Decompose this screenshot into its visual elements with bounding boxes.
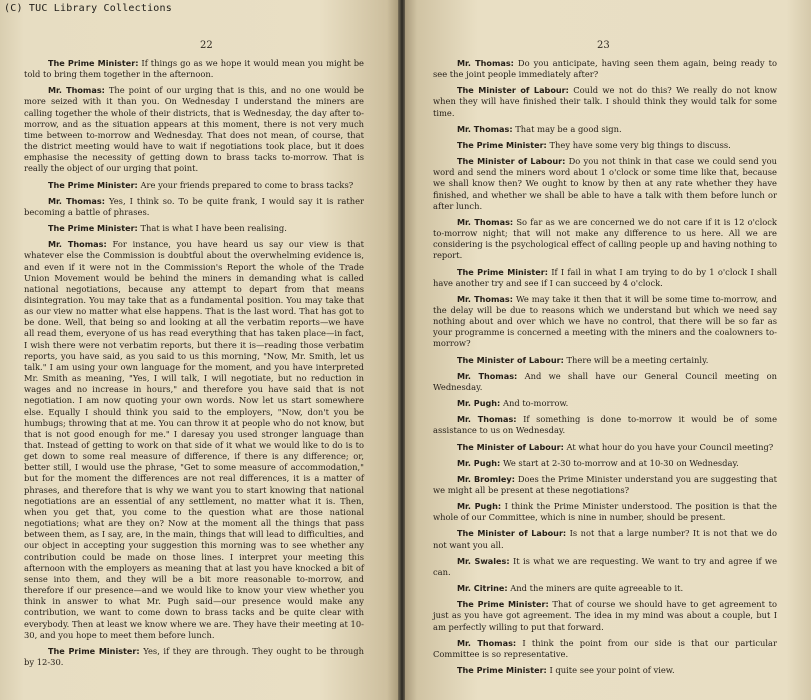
speech-text: That is what I have been realising. (140, 223, 287, 234)
speech-text: For instance, you have heard us say our view is that whatever else the Commission is doubtful about the overwhelming evidence is, and even if it were not in the Commission's Report the whole of the Trade Union Movement would be behind the miners in demanding what is called national negotiations, because any attempt to depart from that means disintegration. You may take that as a fundamental position. You may take that as our view no matter what else happens. That is the last word. That has got to be done. Well, that being so and looking at all the verbatim reports—we have all read them, everyone of us has read everything that has taken place—in fact, I wish there were not verbatim reports, but there it is—reading those verbatim reports, you have said, as you said to us this morning, "Now, Mr. Smith, let us talk." I am using your own language for the moment, and you have interpreted Mr. Smith as meaning, "Yes, I will talk, I will negotiate, but no reduction in wages and no increase in hours," and therefore you have said that is not negotiation. I am now quoting your own words. Now let us start somewhere else. Equally I should think you said to the employers, "Now, don't you be humbugs; throwing that at me. You can throw it at people who do not know, but that is not good enough for me." I daresay you used stronger language than that. Instead of getting to work on that side of it what we would like to do is to get down to some real measure of difference, if there is any difference; or, better still, I would use the phrase, "Get to some measure of accommodation," but for the moment the differences are not real differences, it is a matter of phrases, and therefore that is why we want you to start knowing that national negotiations are an essential of any settlement, no matter what it is. Then, when you get that, you come to the question what are those national negotiations; what are they on? Now at the moment all the things that pass between them, as I say, are, in the main, things that will lead to difficulties, and our object in accepting your suggestion this morning was to see whether any contribution could be made on those lines. I interpret your meeting this afternoon with the employers as meaning that at last you have knocked a bit of sense into them, and they will be a bit more reasonable to-morrow, and therefore if our presence—and we would like to know your view whether you think in answer to what Mr. Pugh said—our presence would make any contribution, we want to come down to brass tacks and be quite clear with everybody. Then at least we know where we are. They have their meeting at 10-30, and you hope to meet them before lunch. (24, 239, 365, 640)
speaker-label: The Minister of Labour: (457, 85, 569, 96)
speech-text: Is not that a large number? It is not that we do not want you all. (433, 528, 777, 550)
speaker-label: Mr. Thomas: (48, 195, 105, 206)
transcript-paragraph (433, 442, 777, 453)
transcript-paragraph (24, 85, 364, 174)
transcript-paragraph (433, 355, 777, 366)
speaker-label: The Prime Minister: (457, 266, 548, 277)
speaker-label: Mr. Thomas: (457, 216, 514, 227)
transcript-paragraph (24, 180, 364, 191)
speech-text: If I fail in what I am trying to do by 1 o'clock I shall have another try and see if I can succeed by 4 o'clock. (433, 266, 777, 288)
transcript-paragraph (433, 217, 777, 262)
transcript-paragraph (24, 58, 364, 80)
right-page-number: 23 (597, 40, 610, 51)
speaker-label: The Prime Minister: (457, 599, 549, 610)
speaker-label: Mr. Thomas: (457, 637, 517, 648)
speech-text: We may take it then that it will be some time to-morrow, and the delay will be due to reasons which we understand but which we need say nothing about and over which we have no control, that there will be so far as your programme is concerned a meeting with the miners and the coalowners to-morrow? (433, 293, 778, 349)
transcript-paragraph (24, 223, 364, 234)
transcript-paragraph (24, 239, 364, 641)
speaker-label: Mr. Pugh: (457, 501, 502, 512)
speaker-label: The Prime Minister: (48, 223, 138, 234)
speech-text: That of course we should have to get agreement to just as you have got agreement. The idea in my mind was about a couple, but I am perfectly willing to put that forward. (433, 599, 778, 632)
transcript-paragraph (433, 85, 777, 118)
speech-text: It is what we are requesting. We want to try and agree if we can. (433, 555, 778, 577)
speaker-label: Mr. Thomas: (48, 239, 107, 250)
transcript-paragraph (433, 528, 777, 550)
transcript-paragraph (433, 583, 777, 594)
speaker-label: The Prime Minister: (457, 665, 547, 676)
speaker-label: Mr. Citrine: (457, 583, 508, 594)
speech-text: Could we not do this? We really do not know when they will have finished their talk. I should think they would talk for some time. (433, 85, 778, 118)
speech-text: And we shall have our General Council meeting on Wednesday. (433, 370, 777, 392)
transcript-paragraph (433, 156, 777, 212)
speech-text: Do you not think in that case we could send you word and send the miners word about 1 o'clock or some time like that, because we shall know then? We ought to know by then at any rate whether they have finished, and whether we shall be able to have a talk with them before lunch or after lunch. (433, 156, 777, 211)
speech-text: They have some very big things to discuss. (549, 139, 731, 150)
speech-text: And the miners are quite agreeable to it. (510, 583, 684, 594)
speech-text: And to-morrow. (502, 398, 569, 409)
speaker-label: The Minister of Labour: (457, 354, 564, 365)
transcript-paragraph (433, 501, 777, 523)
watermark: (C) TUC Library Collections (4, 3, 172, 14)
speech-text: Does the Prime Minister understand you are suggesting that we might all be present at these negotiations? (433, 473, 778, 495)
speaker-label: The Minister of Labour: (457, 156, 566, 167)
transcript-paragraph (433, 474, 777, 496)
transcript-paragraph (433, 398, 777, 409)
transcript-paragraph (24, 196, 364, 218)
speaker-label: The Prime Minister: (457, 139, 547, 150)
speaker-label: The Minister of Labour: (457, 441, 564, 452)
speech-text: At what hour do you have your Council meeting? (566, 441, 774, 452)
speaker-label: Mr. Thomas: (457, 58, 514, 68)
transcript-paragraph (433, 599, 777, 632)
right-page-body (433, 58, 777, 681)
speaker-label: Mr. Pugh: (457, 398, 501, 409)
speech-text: That may be a good sign. (515, 123, 622, 134)
right-page (405, 0, 811, 700)
speech-text: The point of our urging that is this, and no one would be more seized with it than you. On Wednesday I understand the miners are calling together the whole of their districts, that is Wednesday, the day after to-morrow, and as the situation appears at this moment, there is not very much time between to-morrow and Wednesday. That does not mean, of course, that the district meeting would have to wait if negotiations took place, but it does emphasise the necessity of getting down to brass tacks to-morrow. That is really the object of our urging that point. (24, 85, 364, 174)
speech-text: Are your friends prepared to come to brass tacks? (140, 179, 354, 190)
transcript-paragraph (433, 267, 777, 289)
speaker-label: The Prime Minister: (48, 179, 138, 190)
transcript-paragraph (433, 638, 777, 660)
transcript-paragraph (433, 665, 777, 676)
transcript-paragraph (433, 124, 777, 135)
transcript-paragraph (433, 294, 777, 350)
left-page (0, 0, 399, 700)
speaker-label: The Minister of Labour: (457, 528, 567, 539)
transcript-paragraph (433, 140, 777, 151)
speaker-label: Mr. Thomas: (457, 293, 513, 304)
transcript-paragraph (433, 458, 777, 469)
speaker-label: Mr. Swales: (457, 555, 510, 566)
speaker-label: The Prime Minister: (48, 645, 140, 656)
left-page-number: 22 (200, 40, 213, 51)
speech-text: So far as we are concerned we do not care if it is 12 o'clock to-morrow night; that will not make any difference to us here. All we are considering is the psychological effect of calling people up and having nothing to report. (433, 216, 777, 261)
speech-text: We start at 2-30 to-morrow and at 10-30 on Wednesday. (502, 457, 739, 468)
speaker-label: Mr. Thomas: (457, 370, 518, 381)
transcript-paragraph (24, 646, 364, 668)
speaker-label: Mr. Thomas: (457, 414, 517, 425)
speech-text: I quite see your point of view. (549, 665, 675, 676)
speech-text: I think the point from our side is that our particular Committee is so representative. (433, 637, 778, 659)
speech-text: I think the Prime Minister understood. The position is that the whole of our Committee, which is nine in number, should be present. (433, 501, 777, 523)
transcript-paragraph (433, 556, 777, 578)
speaker-label: Mr. Thomas: (457, 123, 513, 134)
speaker-label: Mr. Bromley: (457, 473, 515, 484)
speech-text: Yes, if they are through. They ought to be through by 12-30. (24, 645, 364, 667)
speech-text: If something is done to-morrow it would be of some assistance to us on Wednesday. (433, 414, 778, 436)
speech-text: Do you anticipate, having seen them again, being ready to see the joint people immediately after? (433, 58, 778, 80)
transcript-paragraph (433, 58, 777, 80)
transcript-paragraph (433, 414, 777, 436)
speech-text: There will be a meeting certainly. (566, 354, 709, 365)
speech-text: If things go as we hope it would mean you might be told to bring them together in the afternoon. (24, 58, 364, 80)
transcript-paragraph (433, 371, 777, 393)
speaker-label: Mr. Thomas: (48, 85, 105, 96)
speaker-label: Mr. Pugh: (457, 457, 501, 468)
speaker-label: The Prime Minister: (48, 58, 139, 68)
left-page-body (24, 58, 364, 673)
speech-text: Yes, I think so. To be quite frank, I would say it is rather becoming a battle of phrases. (24, 195, 365, 217)
